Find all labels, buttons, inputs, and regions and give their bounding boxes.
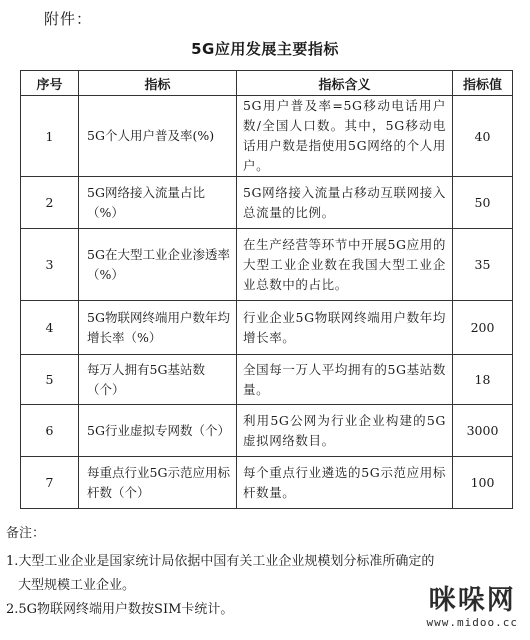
table-row <box>21 96 513 177</box>
table-row <box>21 457 513 509</box>
watermark-url: www.midoo.cc <box>426 616 518 629</box>
row-value: 200 <box>453 301 513 355</box>
row-indicator: 5G网络接入流量占比（%） <box>79 177 237 229</box>
row-value: 18 <box>453 355 513 405</box>
row-indicator: 5G物联网终端用户数年均增长率（%） <box>79 301 237 355</box>
attachment-label: 附件： <box>44 10 93 28</box>
header-value: 指标值 <box>453 71 513 96</box>
header-no: 序号 <box>21 71 79 96</box>
note-line: 1.大型工业企业是国家统计局依据中国有关工业企业规模划分标准所确定的 <box>6 554 435 569</box>
row-indicator: 5G行业虚拟专网数（个） <box>79 405 237 457</box>
header-indicator: 指标 <box>79 71 237 96</box>
table-row <box>21 301 513 355</box>
row-no: 7 <box>21 457 79 509</box>
row-indicator: 每重点行业5G示范应用标杆数（个） <box>79 457 237 509</box>
row-indicator: 5G在大型工业企业渗透率（%） <box>79 229 237 301</box>
row-meaning: 5G用户普及率=5G移动电话用户数/全国人口数。其中，5G移动电话用户数是指使用5G网络的个人用户。 <box>237 96 453 177</box>
row-no: 2 <box>21 177 79 229</box>
row-no: 6 <box>21 405 79 457</box>
row-value: 3000 <box>453 405 513 457</box>
table-header-row <box>21 71 513 96</box>
note-line: 大型规模工业企业。 <box>18 578 136 593</box>
row-meaning: 全国每一万人平均拥有的5G基站数量。 <box>237 355 453 405</box>
table-row <box>21 177 513 229</box>
row-no: 5 <box>21 355 79 405</box>
row-value: 40 <box>453 96 513 177</box>
row-meaning: 5G网络接入流量占移动互联网接入总流量的比例。 <box>237 177 453 229</box>
row-value: 100 <box>453 457 513 509</box>
row-meaning: 行业企业5G物联网终端用户数年均增长率。 <box>237 301 453 355</box>
notes-heading: 备注： <box>6 526 46 541</box>
row-no: 4 <box>21 301 79 355</box>
row-meaning: 利用5G公网为行业企业构建的5G虚拟网络数目。 <box>237 405 453 457</box>
note-line: 2.5G物联网终端用户数按SIM卡统计。 <box>6 602 234 617</box>
table-row <box>21 355 513 405</box>
row-meaning: 每个重点行业遴选的5G示范应用标杆数量。 <box>237 457 453 509</box>
watermark <box>427 586 518 630</box>
row-value: 35 <box>453 229 513 301</box>
row-indicator: 每万人拥有5G基站数（个） <box>79 355 237 405</box>
row-no: 3 <box>21 229 79 301</box>
row-no: 1 <box>21 96 79 177</box>
row-value: 50 <box>453 177 513 229</box>
table-row <box>21 405 513 457</box>
table-row <box>21 229 513 301</box>
header-meaning: 指标含义 <box>237 71 453 96</box>
indicator-table <box>20 70 513 509</box>
watermark-text: 咪哚网 <box>428 585 516 616</box>
row-indicator: 5G个人用户普及率(%) <box>79 96 237 177</box>
row-meaning: 在生产经营等环节中开展5G应用的大型工业企业数在我国大型工业企业总数中的占比。 <box>237 229 453 301</box>
document-title: 5G应用发展主要指标 <box>191 40 339 58</box>
